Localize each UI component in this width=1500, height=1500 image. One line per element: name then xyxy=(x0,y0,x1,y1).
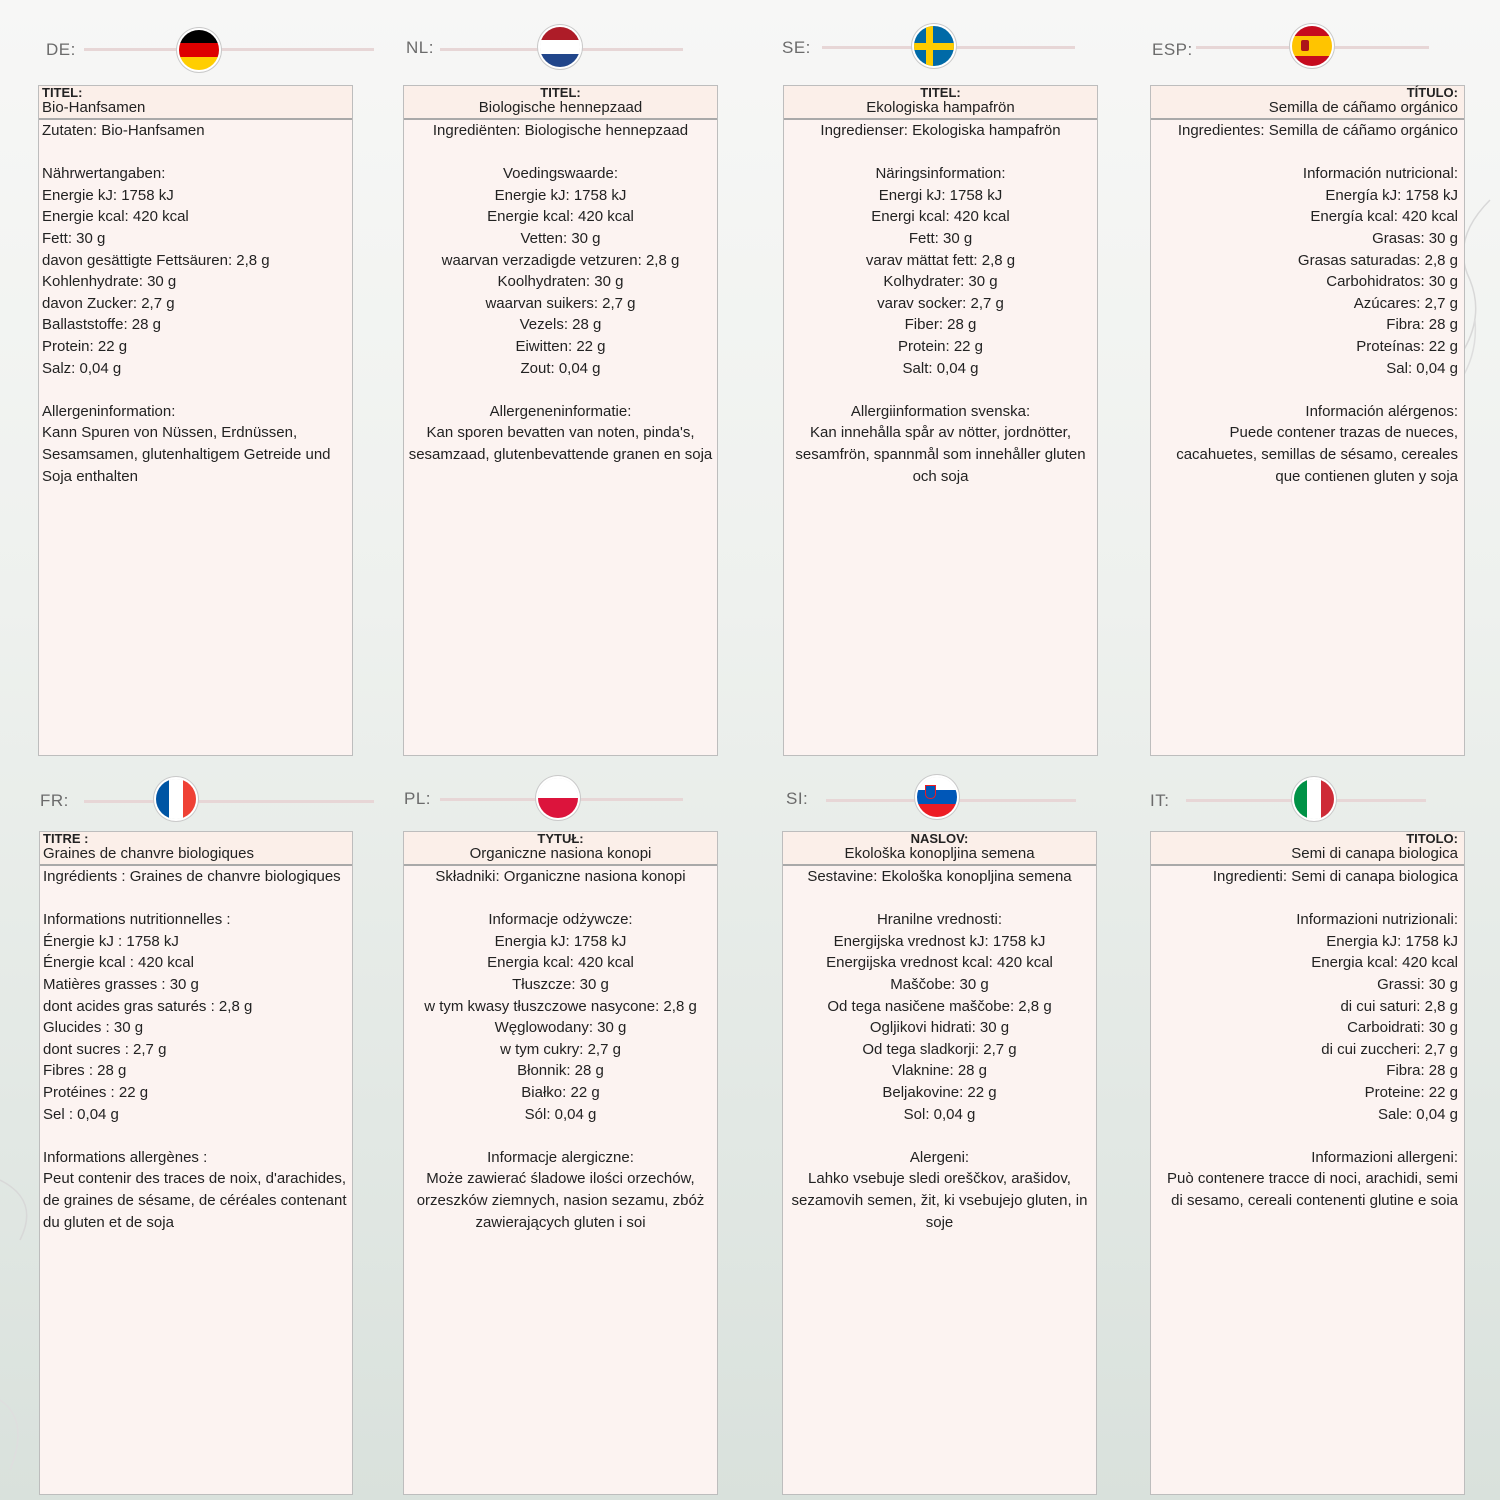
title-label: TITEL: xyxy=(540,85,581,100)
title-header xyxy=(1151,86,1464,120)
title-value: Semi di canapa biologica xyxy=(1291,845,1458,862)
title-label: TITRE : xyxy=(43,831,89,846)
title-value: Ekologiska hampafrön xyxy=(866,99,1015,116)
spain-flag-icon xyxy=(1292,26,1332,66)
lang-code-fr: FR: xyxy=(40,791,69,810)
title-value: Semilla de cáñamo orgánico xyxy=(1268,99,1458,116)
title-value: Biologische hennepzaad xyxy=(478,99,643,116)
title-header xyxy=(783,832,1096,866)
panel-de xyxy=(38,85,353,756)
panel-fr xyxy=(39,831,353,1495)
panel-body: Ingredientes: Semilla de cáñamo orgánico Información nutricional: Energía kJ: 1758 kJ Energía kcal: 420 kcal Grasas: 30 g Grasas saturadas: 2,8 g Carbohidratos: 30 g Azúcares: 2,7 g Fibra: 28 g Proteínas: 22 g Sal: 0,04 g Información alérgenos: Puede contener trazas de nueces, cacahuetes, semillas de sésamo, cereales que contienen gluten y soja xyxy=(1176,122,1458,485)
lang-code-nl: NL: xyxy=(406,38,434,57)
title-value: Organiczne nasiona konopi xyxy=(469,845,652,862)
poland-flag-icon xyxy=(538,778,578,818)
lang-code-de: DE: xyxy=(46,40,76,59)
title-label: TYTUŁ: xyxy=(537,831,584,846)
title-header xyxy=(404,832,717,866)
sweden-flag-icon xyxy=(914,26,954,66)
panel-body: Ingrédients : Graines de chanvre biologiques Informations nutritionnelles : Énergie kJ : 1758 kJ Énergie kcal : 420 kcal Matières grasses : 30 g dont acides gras saturés : 2,8 g Glucides : 30 g dont sucres : 2,7 g Fibres : 28 g Protéines : 22 g Sel : 0,04 g Informations allergènes : Peut contenir des traces de noix, d'arachides, de graines de sésame, de céréales contenant du gluten et de soja xyxy=(43,868,347,1231)
netherlands-flag-icon xyxy=(540,27,580,67)
panel-body: Składniki: Organiczne nasiona konopi Informacje odżywcze: Energia kJ: 1758 kJ Energia kcal: 420 kcal Tłuszcze: 30 g w tym kwasy tłuszczowe nasycone: 2,8 g Węglowodany: 30 g w tym cukry: 2,7 g Błonnik: 28 g Białko: 22 g Sól: 0,04 g Informacje alergiczne: Może zawierać śladowe ilości orzechów, orzeszków ziemnych, nasion sezamu, zbóż zawierających gluten i soi xyxy=(416,868,705,1231)
title-header xyxy=(40,832,352,866)
panel-body: Ingredienti: Semi di canapa biologica Informazioni nutrizionali: Energia kJ: 1758 kJ Energia kcal: 420 kcal Grassi: 30 g di cui saturi: 2,8 g Carboidrati: 30 g di cui zuccheri: 2,7 g Fibra: 28 g Proteine: 22 g Sale: 0,04 g Informazioni allergeni: Può contenere tracce di noci, arachidi, semi di sesamo, cereali contenenti glutine e soia xyxy=(1167,868,1458,1209)
title-label: TITEL: xyxy=(920,85,961,100)
panel-se xyxy=(783,85,1098,756)
lang-code-pl: PL: xyxy=(404,789,432,808)
title-value: Ekološka konopljina semena xyxy=(844,845,1035,862)
germany-flag-icon xyxy=(179,30,219,70)
panel-nl xyxy=(403,85,718,756)
title-header xyxy=(39,86,352,120)
header-line-de xyxy=(84,48,374,51)
panel-esp xyxy=(1150,85,1465,756)
panel-body: Sestavine: Ekološka konopljina semena Hranilne vrednosti: Energijska vrednost kJ: 1758 kJ Energijska vrednost kcal: 420 kcal Maščobe: 30 g Od tega nasičene maščobe: 2,8 g Ogljikovi hidrati: 30 g Od tega sladkorji: 2,7 g Vlaknine: 28 g Beljakovine: 22 g Sol: 0,04 g Alergeni: Lahko vsebuje sledi oreščkov, arašidov, sezamovih semen, žit, ki vsebujejo gluten, in soje xyxy=(791,868,1088,1231)
header-line-fr xyxy=(84,800,374,803)
italy-flag-icon xyxy=(1294,779,1334,819)
title-header xyxy=(1151,832,1464,866)
title-label: TITEL: xyxy=(42,85,83,100)
lang-code-se: SE: xyxy=(782,38,811,57)
panel-body: Ingrediënten: Biologische hennepzaad Voedingswaarde: Energie kJ: 1758 kJ Energie kcal: 420 kcal Vetten: 30 g waarvan verzadigde vetzuren: 2,8 g Koolhydraten: 30 g waarvan suikers: 2,7 g Vezels: 28 g Eiwitten: 22 g Zout: 0,04 g Allergeneninformatie: Kan sporen bevatten van noten, pinda's, sesamzaad, glutenbevattende granen en soja xyxy=(408,122,713,463)
title-label: TÍTULO: xyxy=(1406,85,1458,100)
panel-pl xyxy=(403,831,718,1495)
title-value: Graines de chanvre biologiques xyxy=(43,845,254,862)
lang-code-esp: ESP: xyxy=(1152,40,1193,59)
france-flag-icon xyxy=(156,779,196,819)
title-header xyxy=(784,86,1097,120)
title-label: NASLOV: xyxy=(910,831,969,846)
panel-body: Zutaten: Bio-Hanfsamen Nährwertangaben: Energie kJ: 1758 kJ Energie kcal: 420 kcal Fett: 30 g davon gesättigte Fettsäuren: 2,8 g Kohlenhydrate: 30 g davon Zucker: 2,7 g Ballaststoffe: 28 g Protein: 22 g Salz: 0,04 g Allergeninformation: Kann Spuren von Nüssen, Erdnüssen, Sesamsamen, glutenhaltigem Getreide und Soja enthalten xyxy=(42,122,331,485)
title-label: TITOLO: xyxy=(1406,831,1458,846)
title-value: Bio-Hanfsamen xyxy=(42,99,146,116)
panel-it xyxy=(1150,831,1465,1495)
lang-code-it: IT: xyxy=(1150,791,1170,810)
lang-code-si: SI: xyxy=(786,789,809,808)
title-header xyxy=(404,86,717,120)
panel-body: Ingredienser: Ekologiska hampafrön Näringsinformation: Energi kJ: 1758 kJ Energi kcal: 420 kcal Fett: 30 g varav mättat fett: 2,8 g Kolhydrater: 30 g varav socker: 2,7 g Fiber: 28 g Protein: 22 g Salt: 0,04 g Allergiinformation svenska: Kan innehålla spår av nötter, jordnötter, sesamfrön, spannmål som innehåller gluten och soja xyxy=(795,122,1086,485)
panel-si xyxy=(782,831,1097,1495)
slovenia-flag-icon xyxy=(917,777,957,817)
